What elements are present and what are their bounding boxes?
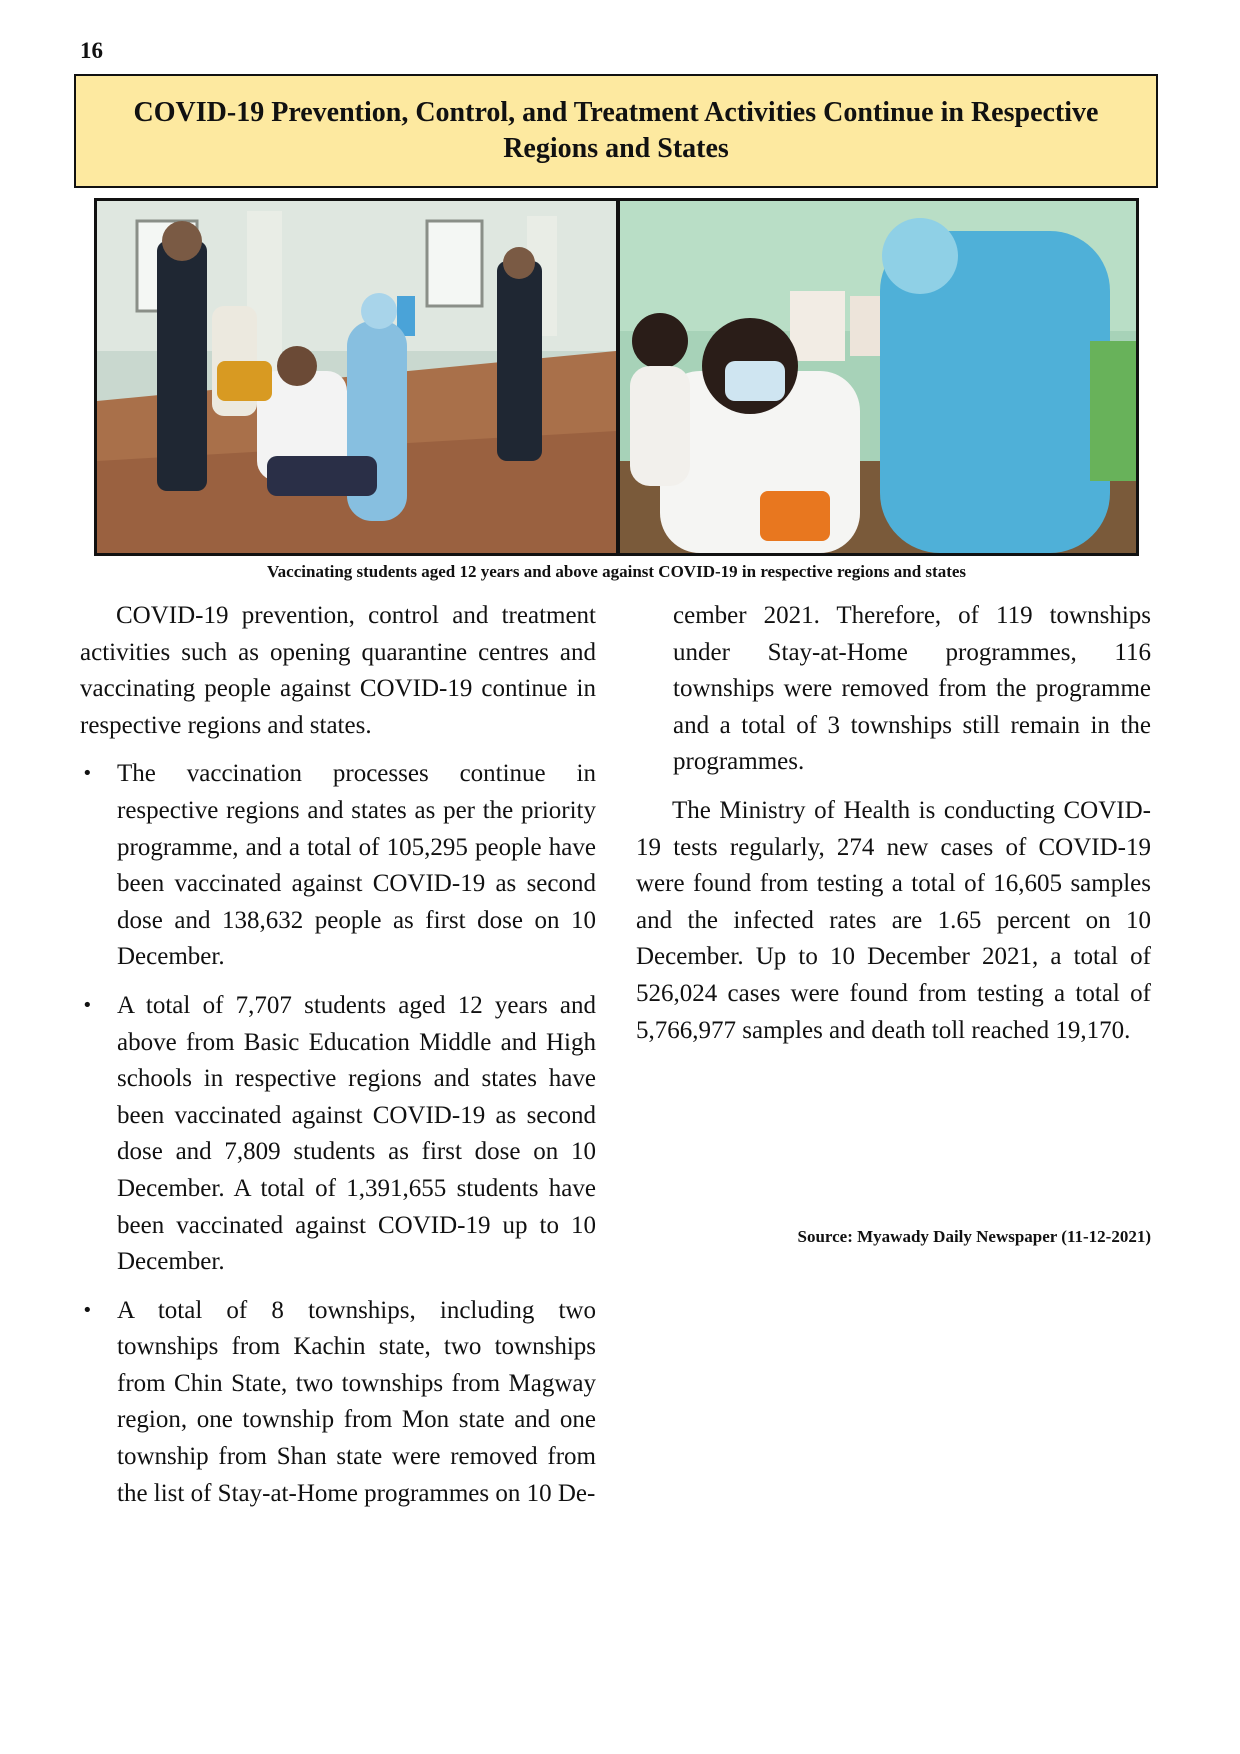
bullet-icon: • bbox=[82, 994, 93, 1016]
right-column bbox=[636, 598, 1151, 1049]
photo-vaccination-hall-image bbox=[97, 201, 616, 553]
photo-student-vaccination bbox=[617, 198, 1139, 556]
list-item bbox=[80, 1293, 596, 1513]
article-title-box bbox=[74, 74, 1158, 188]
list-item bbox=[80, 988, 596, 1281]
left-column bbox=[80, 598, 596, 1524]
continued-bullet-text: cember 2021. Therefore, of 119 townships under Stay-at-Home programmes, 116 townships were removed from the programme and a total of 3 townships still remain in the programmes. bbox=[673, 602, 1151, 776]
article-title-line-1: COVID-19 Prevention, Control, and Treatment Activities Continue in Respective bbox=[133, 97, 1099, 128]
bullet-icon: • bbox=[82, 1299, 93, 1321]
photo-caption: Vaccinating students aged 12 years and above against COVID-19 in respective regions and states bbox=[266, 562, 967, 581]
article-title-line-2: Regions and States bbox=[503, 133, 729, 164]
bullet-text: A total of 8 townships, including two townships from Kachin state, two townships from Chin State, two townships from Magway region, one township from Mon state and one township from Shan state were removed from the list of Stay-at-Home programmes on 10 De- bbox=[117, 1296, 596, 1507]
bullet-text: A total of 7,707 students aged 12 years and above from Basic Education Middle and High schools in respective regions and states have been vaccinated against COVID-19 as second dose and 7,809 students as first dose on 10 December. A total of 1,391,655 students have been vaccinated against COVID-19 up to 10 December. bbox=[117, 991, 596, 1276]
bullet-list bbox=[80, 756, 596, 1512]
source-credit: Source: Myawady Daily Newspaper (11-12-2021) bbox=[797, 1227, 1151, 1246]
list-item bbox=[80, 756, 596, 976]
bullet-icon: • bbox=[82, 763, 93, 785]
intro-paragraph: COVID-19 prevention, control and treatment activities such as opening quarantine centres and vaccinating people against COVID-19 continue in respective regions and states. bbox=[80, 602, 596, 739]
page-number: 16 bbox=[80, 38, 103, 63]
photo-student-vaccination-image bbox=[620, 201, 1136, 553]
bullet-text: The vaccination processes continue in respective regions and states as per the priority programme, and a total of 105,295 people have been vaccinated against COVID-19 as second dose and 138,632 people as first dose on 10 December. bbox=[117, 760, 596, 971]
photo-vaccination-hall bbox=[94, 198, 619, 556]
health-ministry-paragraph: The Ministry of Health is conducting COVID-19 tests regularly, 274 new cases of COVID-19 were found from testing a total of 16,605 samples and the infected rates are 1.65 percent on 10 December. Up to 10 December 2021, a total of 526,024 cases were found from testing a total of 5,766,977 samples and death toll reached 19,170. bbox=[636, 796, 1151, 1044]
